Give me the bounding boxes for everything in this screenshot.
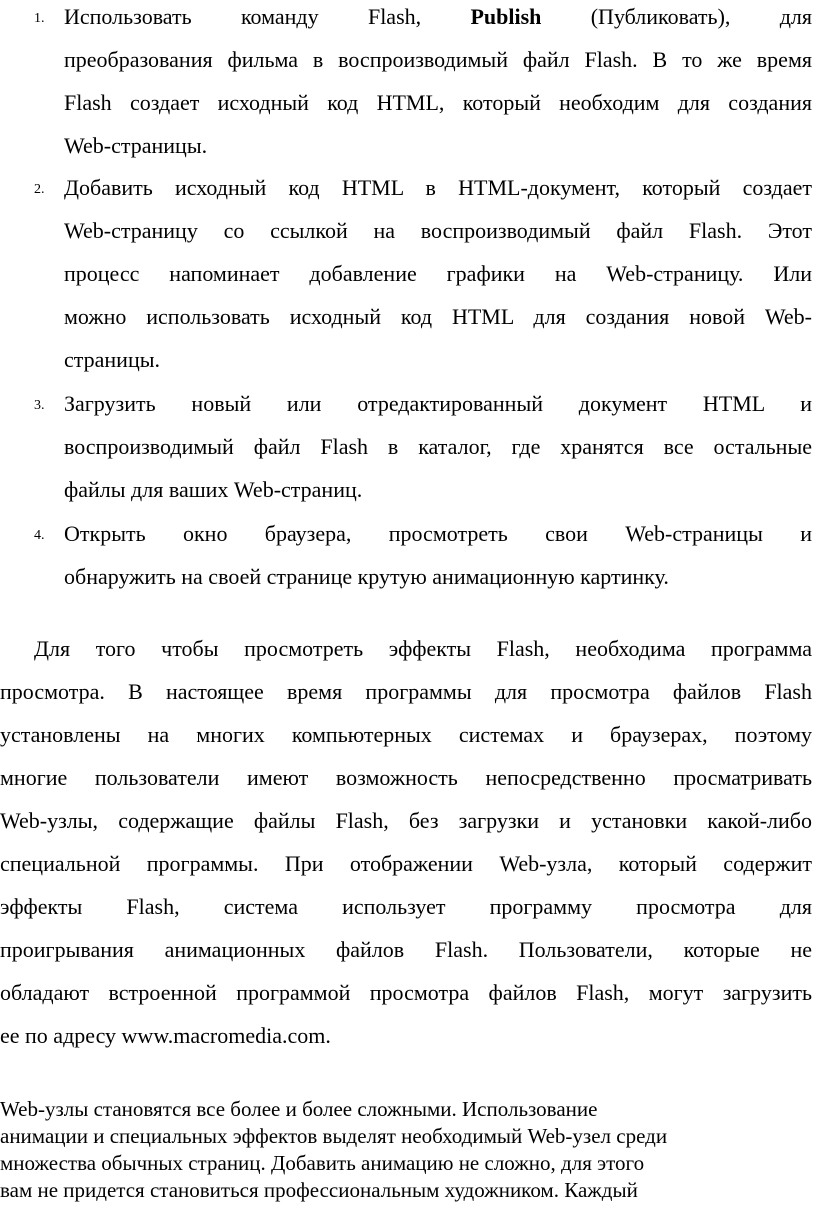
paragraph-line: специальной программы. При отображении Web-узла, который содержит: [0, 851, 812, 876]
list-item-line: [64, 347, 812, 373]
list-item-line: [64, 90, 812, 116]
paragraph-line: множества обычных страниц. Добавить анимацию не сложно, для этого: [0, 1151, 645, 1175]
list-item-line: [64, 477, 812, 503]
text-run: страницы.: [64, 347, 161, 372]
text-run: обнаружить на своей странице крутую анимационную картинку.: [64, 564, 669, 589]
list-item-number: 2.: [34, 182, 45, 197]
list-item-line: [64, 521, 812, 547]
list-item-line: [64, 218, 812, 244]
text-run: Добавить исходный код HTML в HTML-документ, который создает: [64, 175, 812, 200]
paragraph-line: анимации и специальных эффектов выделят необходимый Web-узел среди: [0, 1124, 668, 1148]
paragraph-line: Web-узлы, содержащие файлы Flash, без загрузки и установки какой-либо: [0, 808, 812, 833]
text-run: преобразования фильма в воспроизводимый файл Flash. В то же время: [64, 47, 812, 72]
list-item-number: 4.: [34, 528, 45, 543]
list-item-line: [64, 261, 812, 287]
paragraph-line: эффекты Flash, система использует программу просмотра для: [0, 894, 812, 919]
text-run: (Публиковать), для: [541, 4, 813, 29]
text-run: воспроизводимый файл Flash в каталог, где хранятся все остальные: [64, 434, 812, 459]
list-item-line: [64, 4, 812, 30]
paragraph-line: установлены на многих компьютерных системах и браузерах, поэтому: [0, 722, 812, 747]
text-run: Web-страницу со ссылкой на воспроизводимый файл Flash. Этот: [64, 218, 812, 243]
list-item-line: [64, 564, 812, 590]
bold-term: Publish: [470, 4, 542, 29]
list-item-line: [64, 133, 812, 159]
list-item-number: 3.: [34, 398, 45, 413]
text-run: Flash создает исходный код HTML, который необходим для создания: [64, 90, 812, 115]
list-item-line: [64, 304, 812, 330]
list-item-number: 1.: [34, 11, 45, 26]
text-run: Web-страницы.: [64, 133, 208, 158]
text-run: процесс напоминает добавление графики на Web-страницу. Или: [64, 261, 812, 286]
paragraph-line: проигрывания анимационных файлов Flash. Пользователи, которые не: [0, 937, 812, 962]
text-run: файлы для ваших Web-страниц.: [64, 477, 363, 502]
paragraph-line: Web-узлы становятся все более и более сложными. Использование: [0, 1097, 598, 1121]
text-run: Открыть окно браузера, просмотреть свои Web-страницы и: [64, 521, 812, 546]
text-run: можно использовать исходный код HTML для создания новой Web-: [64, 304, 812, 329]
list-item-line: [64, 434, 812, 460]
text-run: Загрузить новый или отредактированный документ HTML и: [64, 391, 812, 416]
text-run: Использовать команду Flash,: [64, 4, 471, 29]
list-item-line: [64, 175, 812, 201]
paragraph-line: многие пользователи имеют возможность непосредственно просматривать: [0, 765, 812, 790]
paragraph-line: Для того чтобы просмотреть эффекты Flash, необходима программа: [34, 636, 812, 661]
list-item-line: [64, 391, 812, 417]
paragraph-line: вам не придется становиться профессиональным художником. Каждый: [0, 1178, 638, 1202]
list-item-line: [64, 47, 812, 73]
paragraph-line: ее по адресу www.macromedia.com.: [0, 1023, 331, 1048]
paragraph-line: обладают встроенной программой просмотра файлов Flash, могут загрузить: [0, 980, 812, 1005]
paragraph-line: просмотра. В настоящее время программы для просмотра файлов Flash: [0, 679, 812, 704]
